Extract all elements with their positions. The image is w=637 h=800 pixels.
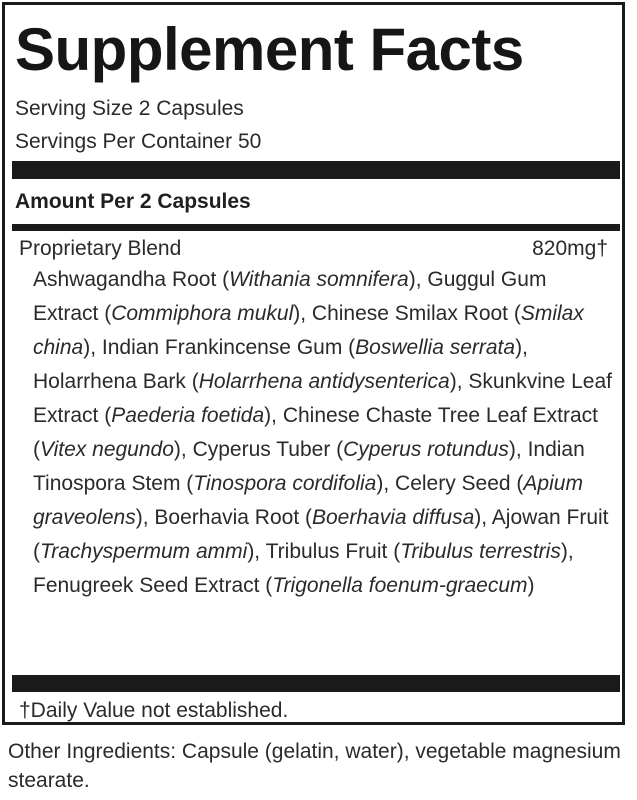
ingredient-item: Cyperus Tuber (Cyperus rotundus), bbox=[192, 438, 528, 461]
ingredient-common-name: Ajowan Fruit bbox=[491, 506, 609, 529]
ingredient-latin-name: Boerhavia diffusa bbox=[312, 506, 475, 529]
blend-name: Proprietary Blend bbox=[19, 237, 182, 260]
ingredient-latin-name: Boswellia serrata bbox=[355, 336, 516, 359]
ingredient-common-name: Guggul Gum Extract bbox=[33, 268, 547, 325]
ingredient-common-name: Chinese Smilax Root bbox=[311, 302, 509, 325]
ingredient-latin-name: Apium graveolens bbox=[33, 472, 583, 529]
ingredient-item: Boerhavia Root (Boerhavia diffusa), bbox=[154, 506, 492, 529]
thick-divider bbox=[12, 161, 620, 179]
ingredient-common-name: Tribulus Fruit bbox=[265, 540, 388, 563]
ingredient-item: Skunkvine Leaf Extract (Paederia foetida), bbox=[33, 370, 612, 427]
ingredient-item: Indian Tinospora Stem (Tinospora cordifolia), bbox=[33, 438, 585, 495]
ingredient-item: Holarrhena Bark (Holarrhena antidysenterica), bbox=[33, 370, 469, 393]
divider bbox=[12, 224, 620, 231]
ingredient-item: Guggul Gum Extract (Commiphora mukul), bbox=[33, 268, 547, 325]
ingredient-latin-name: Trachyspermum ammi bbox=[40, 540, 248, 563]
ingredient-item: Celery Seed (Apium graveolens), bbox=[33, 472, 583, 529]
ingredient-common-name: Cyperus Tuber bbox=[192, 438, 331, 461]
ingredient-latin-name: Vitex negundo bbox=[40, 438, 174, 461]
ingredient-latin-name: Paederia foetida bbox=[111, 404, 265, 427]
ingredient-latin-name: Withania somnifera bbox=[229, 268, 409, 291]
ingredient-common-name: Indian Tinospora Stem bbox=[33, 438, 585, 495]
ingredient-latin-name: Commiphora mukul bbox=[111, 302, 294, 325]
ingredient-item: Chinese Smilax Root (Smilax china), bbox=[33, 302, 584, 359]
ingredient-latin-name: Cyperus rotundus bbox=[343, 438, 509, 461]
ingredient-latin-name: Smilax china bbox=[33, 302, 584, 359]
ingredient-common-name: Celery Seed bbox=[395, 472, 511, 495]
ingredient-item: Ashwagandha Root (Withania somnifera), bbox=[33, 268, 428, 291]
thick-divider-bottom bbox=[12, 675, 620, 692]
ingredient-common-name: Boerhavia Root bbox=[154, 506, 300, 529]
ingredient-common-name: Holarrhena Bark bbox=[33, 370, 186, 393]
ingredient-common-name: Skunkvine Leaf Extract bbox=[33, 370, 612, 427]
panel-title: Supplement Facts bbox=[15, 16, 524, 83]
ingredient-list bbox=[33, 263, 615, 603]
ingredient-latin-name: Tinospora cordifolia bbox=[193, 472, 377, 495]
other-ingredients: Other Ingredients: Capsule (gelatin, water), vegetable magnesium stearate. bbox=[8, 740, 621, 792]
ingredient-common-name: Indian Frankincense Gum bbox=[101, 336, 343, 359]
blend-amount: 820mg† bbox=[532, 237, 608, 260]
serving-size: Serving Size 2 Capsules bbox=[15, 97, 244, 120]
supplement-facts-panel bbox=[2, 2, 625, 725]
daily-value-footnote: †Daily Value not established. bbox=[19, 699, 289, 722]
ingredient-latin-name: Holarrhena antidysenterica bbox=[198, 370, 450, 393]
ingredient-item: Indian Frankincense Gum (Boswellia serrata), bbox=[101, 336, 528, 359]
amount-header: Amount Per 2 Capsules bbox=[15, 190, 251, 213]
ingredient-common-name: Ashwagandha Root bbox=[33, 268, 217, 291]
ingredient-item: Chinese Chaste Tree Leaf Extract (Vitex negundo), bbox=[33, 404, 598, 461]
servings-per-container: Servings Per Container 50 bbox=[15, 130, 262, 153]
ingredient-common-name: Fenugreek Seed Extract bbox=[33, 574, 260, 597]
ingredient-latin-name: Trigonella foenum-graecum bbox=[272, 574, 528, 597]
ingredient-latin-name: Tribulus terrestris bbox=[400, 540, 561, 563]
ingredient-item: Fenugreek Seed Extract (Trigonella foenum-graecum) bbox=[33, 574, 535, 597]
ingredient-item: Tribulus Fruit (Tribulus terrestris), bbox=[265, 540, 574, 563]
ingredient-common-name: Chinese Chaste Tree Leaf Extract bbox=[282, 404, 598, 427]
ingredient-item: Ajowan Fruit (Trachyspermum ammi), bbox=[33, 506, 609, 563]
